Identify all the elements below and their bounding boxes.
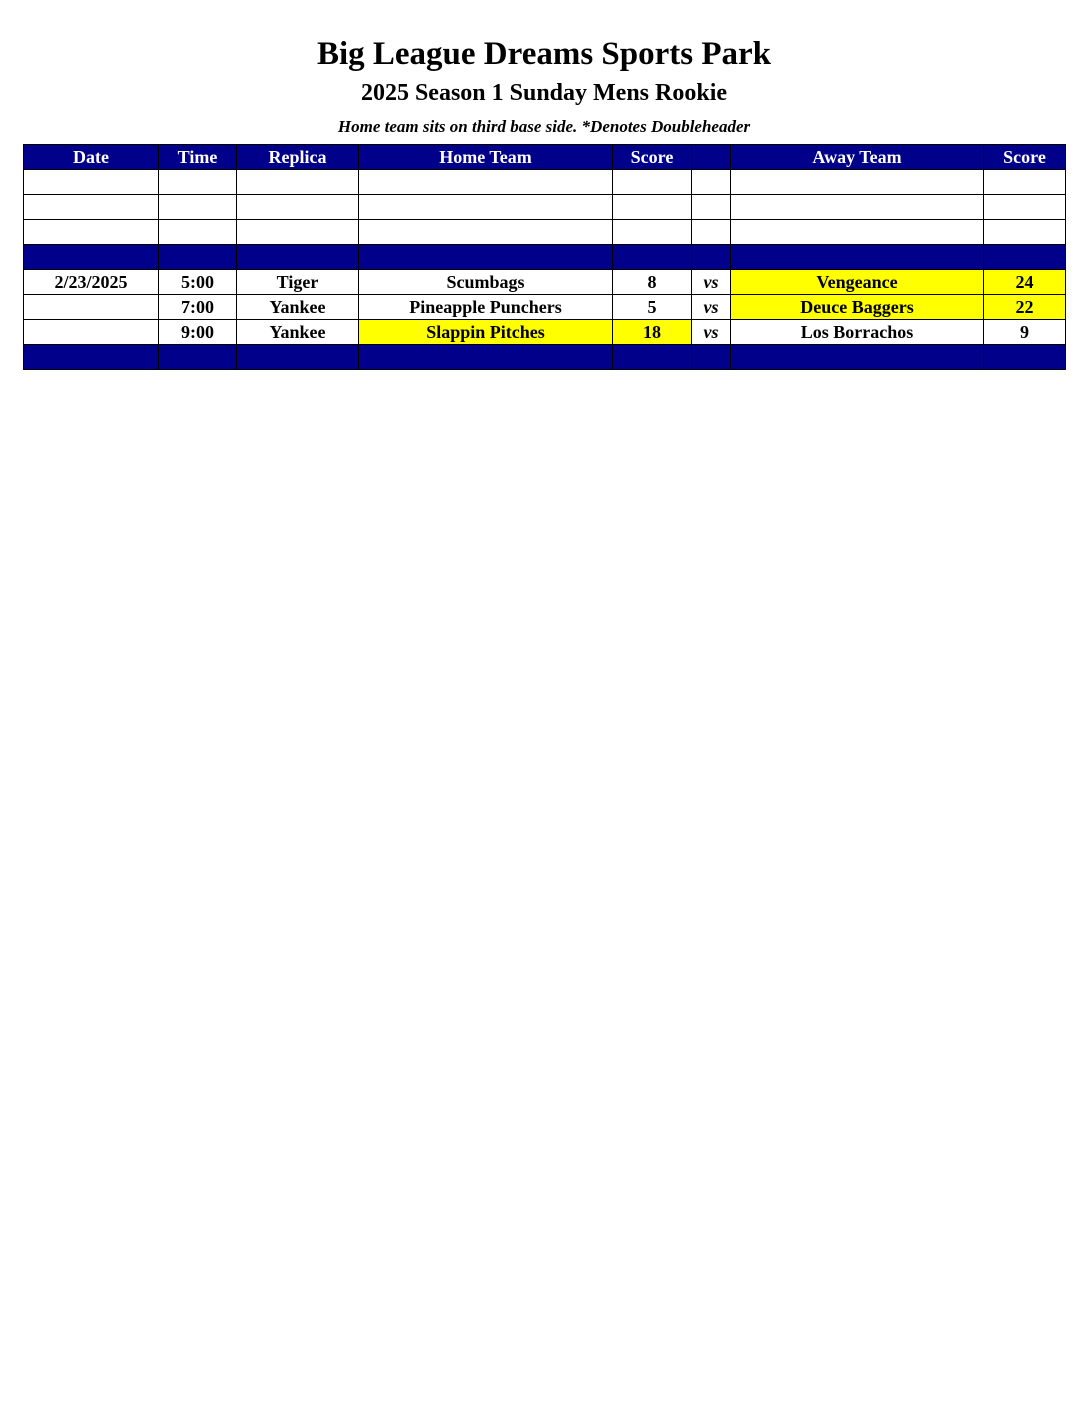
- empty-cell: [359, 170, 613, 195]
- band-cell: [159, 345, 237, 370]
- empty-cell: [359, 195, 613, 220]
- schedule-table: [23, 144, 1066, 370]
- empty-row: [24, 220, 1066, 245]
- away-team: Los Borrachos: [731, 320, 984, 345]
- vs-label: vs: [692, 320, 731, 345]
- empty-cell: [984, 195, 1066, 220]
- empty-cell: [359, 220, 613, 245]
- header-row: [24, 145, 1066, 170]
- game-replica: Yankee: [237, 295, 359, 320]
- column-header-home-team: Home Team: [359, 145, 613, 170]
- band-cell: [613, 345, 692, 370]
- game-row: [24, 295, 1066, 320]
- band-cell: [613, 245, 692, 270]
- away-score: 24: [984, 270, 1066, 295]
- empty-cell: [237, 170, 359, 195]
- column-header-time: Time: [159, 145, 237, 170]
- empty-cell: [984, 170, 1066, 195]
- empty-cell: [24, 220, 159, 245]
- empty-cell: [237, 195, 359, 220]
- column-header-date: Date: [24, 145, 159, 170]
- game-replica: Tiger: [237, 270, 359, 295]
- empty-row: [24, 195, 1066, 220]
- empty-cell: [613, 170, 692, 195]
- band-cell: [24, 245, 159, 270]
- empty-row: [24, 170, 1066, 195]
- empty-cell: [613, 195, 692, 220]
- home-score: 18: [613, 320, 692, 345]
- band-cell: [24, 345, 159, 370]
- empty-cell: [613, 220, 692, 245]
- page-title: Big League Dreams Sports Park: [316, 36, 772, 72]
- game-time: 9:00: [159, 320, 237, 345]
- empty-cell: [24, 170, 159, 195]
- page-note: Home team sits on third base side. *Denotes Doubleheader: [337, 117, 751, 136]
- vs-label: vs: [692, 295, 731, 320]
- separator-band: [24, 345, 1066, 370]
- empty-cell: [731, 220, 984, 245]
- empty-cell: [237, 220, 359, 245]
- band-cell: [984, 345, 1066, 370]
- column-header-away-team: Away Team: [731, 145, 984, 170]
- empty-cell: [692, 195, 731, 220]
- band-cell: [359, 345, 613, 370]
- home-team: Scumbags: [359, 270, 613, 295]
- home-team: Slappin Pitches: [359, 320, 613, 345]
- band-cell: [692, 245, 731, 270]
- empty-cell: [692, 220, 731, 245]
- page-subtitle: 2025 Season 1 Sunday Mens Rookie: [360, 80, 728, 106]
- band-cell: [237, 345, 359, 370]
- band-cell: [731, 245, 984, 270]
- band-cell: [692, 345, 731, 370]
- game-row: [24, 270, 1066, 295]
- empty-cell: [692, 170, 731, 195]
- home-score: 5: [613, 295, 692, 320]
- home-team: Pineapple Punchers: [359, 295, 613, 320]
- game-date: 2/23/2025: [24, 270, 159, 295]
- band-cell: [159, 245, 237, 270]
- empty-cell: [731, 170, 984, 195]
- away-team: Vengeance: [731, 270, 984, 295]
- empty-cell: [731, 195, 984, 220]
- empty-cell: [984, 220, 1066, 245]
- column-header-vs: [692, 145, 731, 170]
- game-time: 5:00: [159, 270, 237, 295]
- game-date: [24, 295, 159, 320]
- empty-cell: [24, 195, 159, 220]
- away-score: 22: [984, 295, 1066, 320]
- band-cell: [237, 245, 359, 270]
- separator-band: [24, 245, 1066, 270]
- game-row: [24, 320, 1066, 345]
- band-cell: [984, 245, 1066, 270]
- empty-cell: [159, 195, 237, 220]
- game-replica: Yankee: [237, 320, 359, 345]
- away-team: Deuce Baggers: [731, 295, 984, 320]
- game-date: [24, 320, 159, 345]
- empty-cell: [159, 220, 237, 245]
- column-header-home-score: Score: [613, 145, 692, 170]
- empty-cell: [159, 170, 237, 195]
- home-score: 8: [613, 270, 692, 295]
- band-cell: [731, 345, 984, 370]
- band-cell: [359, 245, 613, 270]
- game-time: 7:00: [159, 295, 237, 320]
- vs-label: vs: [692, 270, 731, 295]
- away-score: 9: [984, 320, 1066, 345]
- column-header-away-score: Score: [984, 145, 1066, 170]
- column-header-replica: Replica: [237, 145, 359, 170]
